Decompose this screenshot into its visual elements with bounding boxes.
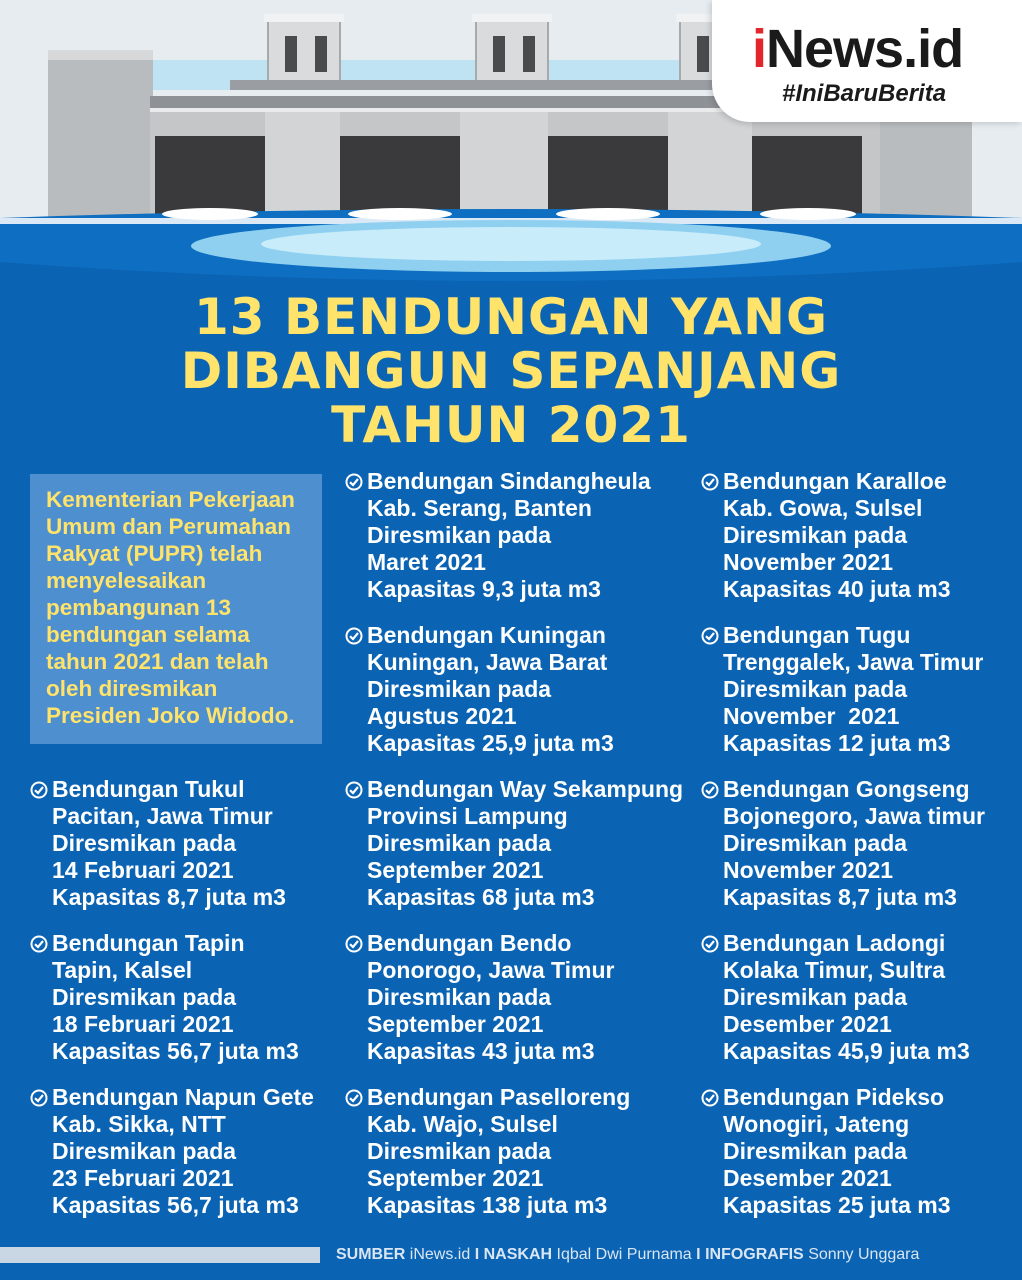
check-circle-icon: [701, 627, 719, 645]
footer-sumber-value: iNews.id: [409, 1246, 471, 1263]
check-circle-icon: [345, 473, 363, 491]
dam-name: Bendungan Tukul: [52, 776, 245, 802]
title-line-3: TAHUN 2021: [331, 396, 691, 454]
dam-inaugurated-label: Diresmikan pada: [367, 1138, 552, 1164]
dam-name: Bendungan Bendo: [367, 930, 572, 956]
check-circle-icon: [701, 1089, 719, 1107]
dam-inaugurated-label: Diresmikan pada: [52, 1138, 237, 1164]
dam-inaugurated-label: Diresmikan pada: [367, 984, 552, 1010]
dam-capacity: Kapasitas 56,7 juta m3: [52, 1192, 299, 1218]
title-line-2: DIBANGUN SEPANJANG: [180, 342, 842, 400]
dam-date: Maret 2021: [367, 549, 486, 575]
credits-footer: [0, 1242, 1022, 1268]
footer-naskah-label: NASKAH: [483, 1246, 553, 1263]
dam-entry-kuningan: [345, 622, 614, 757]
dam-location: Pacitan, Jawa Timur: [52, 803, 273, 829]
dam-date: 18 Februari 2021: [52, 1011, 234, 1037]
dam-entry-tugu: [701, 622, 983, 757]
check-circle-icon: [345, 1089, 363, 1107]
footer-infografis-value: Sonny Unggara: [808, 1246, 920, 1263]
dam-entry-tukul: [30, 776, 286, 911]
dam-capacity: Kapasitas 40 juta m3: [723, 576, 951, 602]
dam-entry-pidekso: [701, 1084, 951, 1219]
dam-entry-gongseng: [701, 776, 985, 911]
dam-location: Kab. Wajo, Sulsel: [367, 1111, 558, 1137]
dam-date: November 2021: [723, 703, 900, 729]
check-circle-icon: [345, 627, 363, 645]
dam-entry-tapin: [30, 930, 299, 1065]
dam-inaugurated-label: Diresmikan pada: [723, 984, 908, 1010]
dam-capacity: Kapasitas 25 juta m3: [723, 1192, 951, 1218]
footer-separator: I: [474, 1246, 480, 1263]
dam-location: Ponorogo, Jawa Timur: [367, 957, 615, 983]
dam-capacity: Kapasitas 8,7 juta m3: [52, 884, 286, 910]
dam-date: Desember 2021: [723, 1011, 892, 1037]
dam-location: Provinsi Lampung: [367, 803, 568, 829]
footer-credits: [336, 1242, 919, 1268]
intro-line: menyelesaikan: [46, 568, 207, 593]
check-circle-icon: [345, 935, 363, 953]
dam-name: Bendungan Sindangheula: [367, 468, 651, 494]
dam-inaugurated-label: Diresmikan pada: [367, 676, 552, 702]
page-title: [0, 290, 1022, 452]
dam-date: September 2021: [367, 1011, 544, 1037]
dam-name: Bendungan Tugu: [723, 622, 911, 648]
dam-name: Bendungan Napun Gete: [52, 1084, 314, 1110]
dam-inaugurated-label: Diresmikan pada: [367, 522, 552, 548]
dam-location: Kuningan, Jawa Barat: [367, 649, 608, 675]
logo-brand-rest: News.id: [766, 19, 964, 79]
dam-inaugurated-label: Diresmikan pada: [723, 830, 908, 856]
dam-capacity: Kapasitas 43 juta m3: [367, 1038, 595, 1064]
check-circle-icon: [701, 473, 719, 491]
dam-date: Desember 2021: [723, 1165, 892, 1191]
dam-date: 23 Februari 2021: [52, 1165, 234, 1191]
dam-entry-ladongi: [701, 930, 970, 1065]
dam-location: Kolaka Timur, Sultra: [723, 957, 945, 983]
check-circle-icon: [30, 1089, 48, 1107]
intro-line: oleh diresmikan: [46, 676, 218, 701]
footer-sumber-label: SUMBER: [336, 1246, 406, 1263]
dam-location: Bojonegoro, Jawa timur: [723, 803, 985, 829]
dam-date: September 2021: [367, 1165, 544, 1191]
dam-capacity: Kapasitas 56,7 juta m3: [52, 1038, 299, 1064]
dam-name: Bendungan Ladongi: [723, 930, 946, 956]
dam-location: Kab. Gowa, Sulsel: [723, 495, 923, 521]
dam-location: Tapin, Kalsel: [52, 957, 193, 983]
logo-brand: [752, 18, 963, 80]
dam-entry-way-sekampung: [345, 776, 683, 911]
dam-location: Kab. Sikka, NTT: [52, 1111, 226, 1137]
dam-capacity: Kapasitas 68 juta m3: [367, 884, 595, 910]
dam-inaugurated-label: Diresmikan pada: [52, 830, 237, 856]
dam-capacity: Kapasitas 9,3 juta m3: [367, 576, 601, 602]
inews-logo: [712, 0, 1022, 122]
dam-inaugurated-label: Diresmikan pada: [52, 984, 237, 1010]
dam-capacity: Kapasitas 8,7 juta m3: [723, 884, 957, 910]
dam-date: 14 Februari 2021: [52, 857, 234, 883]
dam-capacity: Kapasitas 138 juta m3: [367, 1192, 608, 1218]
logo-brand-i: i: [752, 19, 767, 79]
dam-entry-bendo: [345, 930, 615, 1065]
dam-entry-sindangheula: [345, 468, 651, 603]
intro-line: Rakyat (PUPR) telah: [46, 541, 263, 566]
dam-name: Bendungan Tapin: [52, 930, 245, 956]
footer-bar: [0, 1247, 320, 1263]
intro-line: pembangunan 13: [46, 595, 232, 620]
dam-name: Bendungan Paselloreng: [367, 1084, 631, 1110]
footer-infografis-label: INFOGRAFIS: [705, 1246, 804, 1263]
dam-date: November 2021: [723, 549, 894, 575]
dam-inaugurated-label: Diresmikan pada: [367, 830, 552, 856]
dam-location: Wonogiri, Jateng: [723, 1111, 910, 1137]
footer-naskah-value: Iqbal Dwi Purnama: [556, 1246, 692, 1263]
intro-line: Kementerian Pekerjaan: [46, 487, 295, 512]
dam-date: Agustus 2021: [367, 703, 517, 729]
dam-entry-napun-gete: [30, 1084, 314, 1219]
dam-entry-karalloe: [701, 468, 951, 603]
dam-inaugurated-label: Diresmikan pada: [723, 676, 908, 702]
intro-line: Umum dan Perumahan: [46, 514, 292, 539]
dam-name: Bendungan Gongseng: [723, 776, 970, 802]
check-circle-icon: [701, 935, 719, 953]
dam-date: September 2021: [367, 857, 544, 883]
check-circle-icon: [701, 781, 719, 799]
dam-capacity: Kapasitas 45,9 juta m3: [723, 1038, 970, 1064]
dam-capacity: Kapasitas 25,9 juta m3: [367, 730, 614, 756]
dam-location: Trenggalek, Jawa Timur: [723, 649, 984, 675]
dam-inaugurated-label: Diresmikan pada: [723, 1138, 908, 1164]
dam-entry-paselloreng: [345, 1084, 630, 1219]
dam-date: November 2021: [723, 857, 894, 883]
check-circle-icon: [345, 781, 363, 799]
dam-name: Bendungan Way Sekampung: [367, 776, 684, 802]
footer-separator: I: [696, 1246, 701, 1263]
intro-box: [30, 474, 322, 744]
title-line-1: 13 BENDUNGAN YANG: [193, 288, 829, 346]
check-circle-icon: [30, 781, 48, 799]
dam-location: Kab. Serang, Banten: [367, 495, 592, 521]
dam-capacity: Kapasitas 12 juta m3: [723, 730, 951, 756]
logo-tagline: #IniBaruBerita: [782, 80, 947, 107]
intro-line: Presiden Joko Widodo.: [46, 703, 295, 728]
intro-line: bendungan selama: [46, 622, 250, 647]
intro-line: tahun 2021 dan telah: [46, 649, 269, 674]
dam-name: Bendungan Pidekso: [723, 1084, 945, 1110]
dam-name: Bendungan Karalloe: [723, 468, 947, 494]
check-circle-icon: [30, 935, 48, 953]
dam-name: Bendungan Kuningan: [367, 622, 606, 648]
dam-inaugurated-label: Diresmikan pada: [723, 522, 908, 548]
